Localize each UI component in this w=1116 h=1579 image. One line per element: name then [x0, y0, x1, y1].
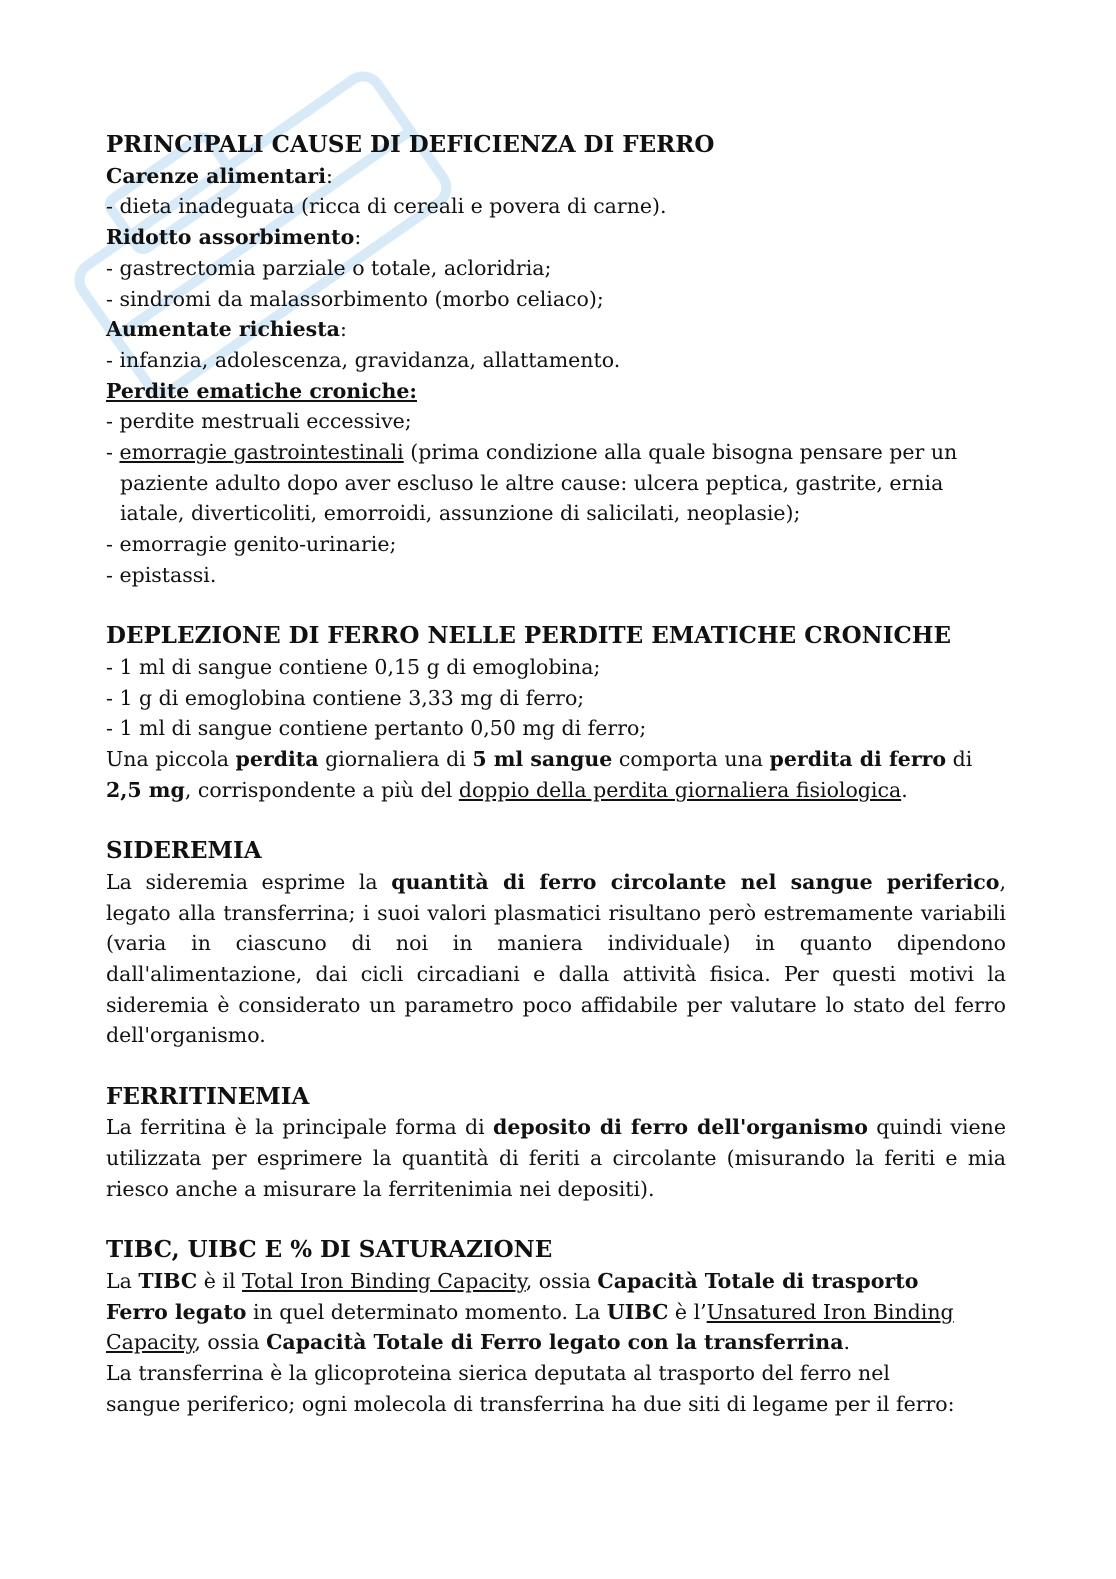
deplezione-line-1: - 1 ml di sangue contiene 0,15 g di emoglobina; [106, 654, 601, 679]
ferritinemia-paragraph: La ferritina è la principale forma di deposito di ferro dell'organismo quindi viene utilizzata per esprimere la quantità di feriti a circolante (misurando la feriti e mia riesco anche a misurare la ferritenimia nei depositi). [106, 1115, 1006, 1201]
section-title-cause: PRINCIPALI CAUSE DI DEFICIENZA DI FERRO [106, 131, 715, 158]
tibc-paragraph-2-line-2: sangue periferico; ogni molecola di transferrina ha due siti di legame per il ferro: [106, 1391, 955, 1416]
deplezione-line-2: - 1 g di emoglobina contiene 3,33 mg di ferro; [106, 685, 585, 710]
perdite-item-1: - perdite mestruali eccessive; [106, 409, 412, 434]
section-title-deplezione: DEPLEZIONE DI FERRO NELLE PERDITE EMATICHE CRONICHE [106, 622, 952, 650]
tibc-paragraph: La TIBC è il Total Iron Binding Capacity, ossia Capacità Totale di trasporto Ferro legato in quel determinato momento. La UIBC è l’Unsatured Iron Binding Capacity, ossia Capacità Totale di Ferro legato con la transferrina. [106, 1268, 954, 1355]
carenze-heading: Carenze alimentari: [106, 163, 333, 188]
aumentate-item: - infanzia, adolescenza, gravidanza, allattamento. [106, 347, 621, 372]
ridotto-item-2: - sindromi da malassorbimento (morbo celiaco); [106, 286, 604, 311]
perdite-item-2: - emorragie gastrointestinali (prima condizione alla quale bisogna pensare per un [106, 440, 958, 465]
perdite-item-4: - epistassi. [106, 562, 217, 587]
ridotto-heading: Ridotto assorbimento: [106, 225, 362, 250]
document-body [106, 130, 1006, 1419]
aumentate-heading: Aumentate richiesta: [106, 317, 347, 342]
perdite-item-2-cont-2: iatale, diverticoliti, emorroidi, assunzione di salicilati, neoplasie); [120, 501, 801, 526]
perdite-heading: Perdite ematiche croniche: [106, 378, 417, 403]
carenze-item: - dieta inadeguata (ricca di cereali e povera di carne). [106, 194, 667, 219]
sideremia-paragraph: La sideremia esprime la quantità di ferro circolante nel sangue periferico, legato alla transferrina; i suoi valori plasmatici risultano però estremamente variabili (varia in ciascuno di noi in maniera individuale) in quanto dipendono dall'alimentazione, dai cicli circadiani e dalla attività fisica. Per questi motivi la sideremia è considerato un parametro poco affidabile per valutare lo stato del ferro dell'organismo. [106, 869, 1006, 1048]
tibc-paragraph-2-line-1: La transferrina è la glicoproteina sierica deputata al trasporto del ferro nel [106, 1361, 890, 1386]
deplezione-paragraph: Una piccola perdita giornaliera di 5 ml sangue comporta una perdita di ferro di 2,5 mg, corrispondente a più del doppio della perdita giornaliera fisiologica. [106, 747, 973, 802]
section-title-sideremia: SIDEREMIA [106, 837, 262, 865]
perdite-item-2-cont-1: paziente adulto dopo aver escluso le altre cause: ulcera peptica, gastrite, ernia [120, 470, 944, 495]
section-title-ferritinemia: FERRITINEMIA [106, 1082, 310, 1110]
section-title-tibc: TIBC, UIBC E % DI SATURAZIONE [106, 1236, 553, 1264]
deplezione-line-3: - 1 ml di sangue contiene pertanto 0,50 mg di ferro; [106, 716, 647, 741]
ridotto-item-1: - gastrectomia parziale o totale, acloridria; [106, 255, 552, 280]
perdite-item-3: - emorragie genito-urinarie; [106, 532, 397, 557]
